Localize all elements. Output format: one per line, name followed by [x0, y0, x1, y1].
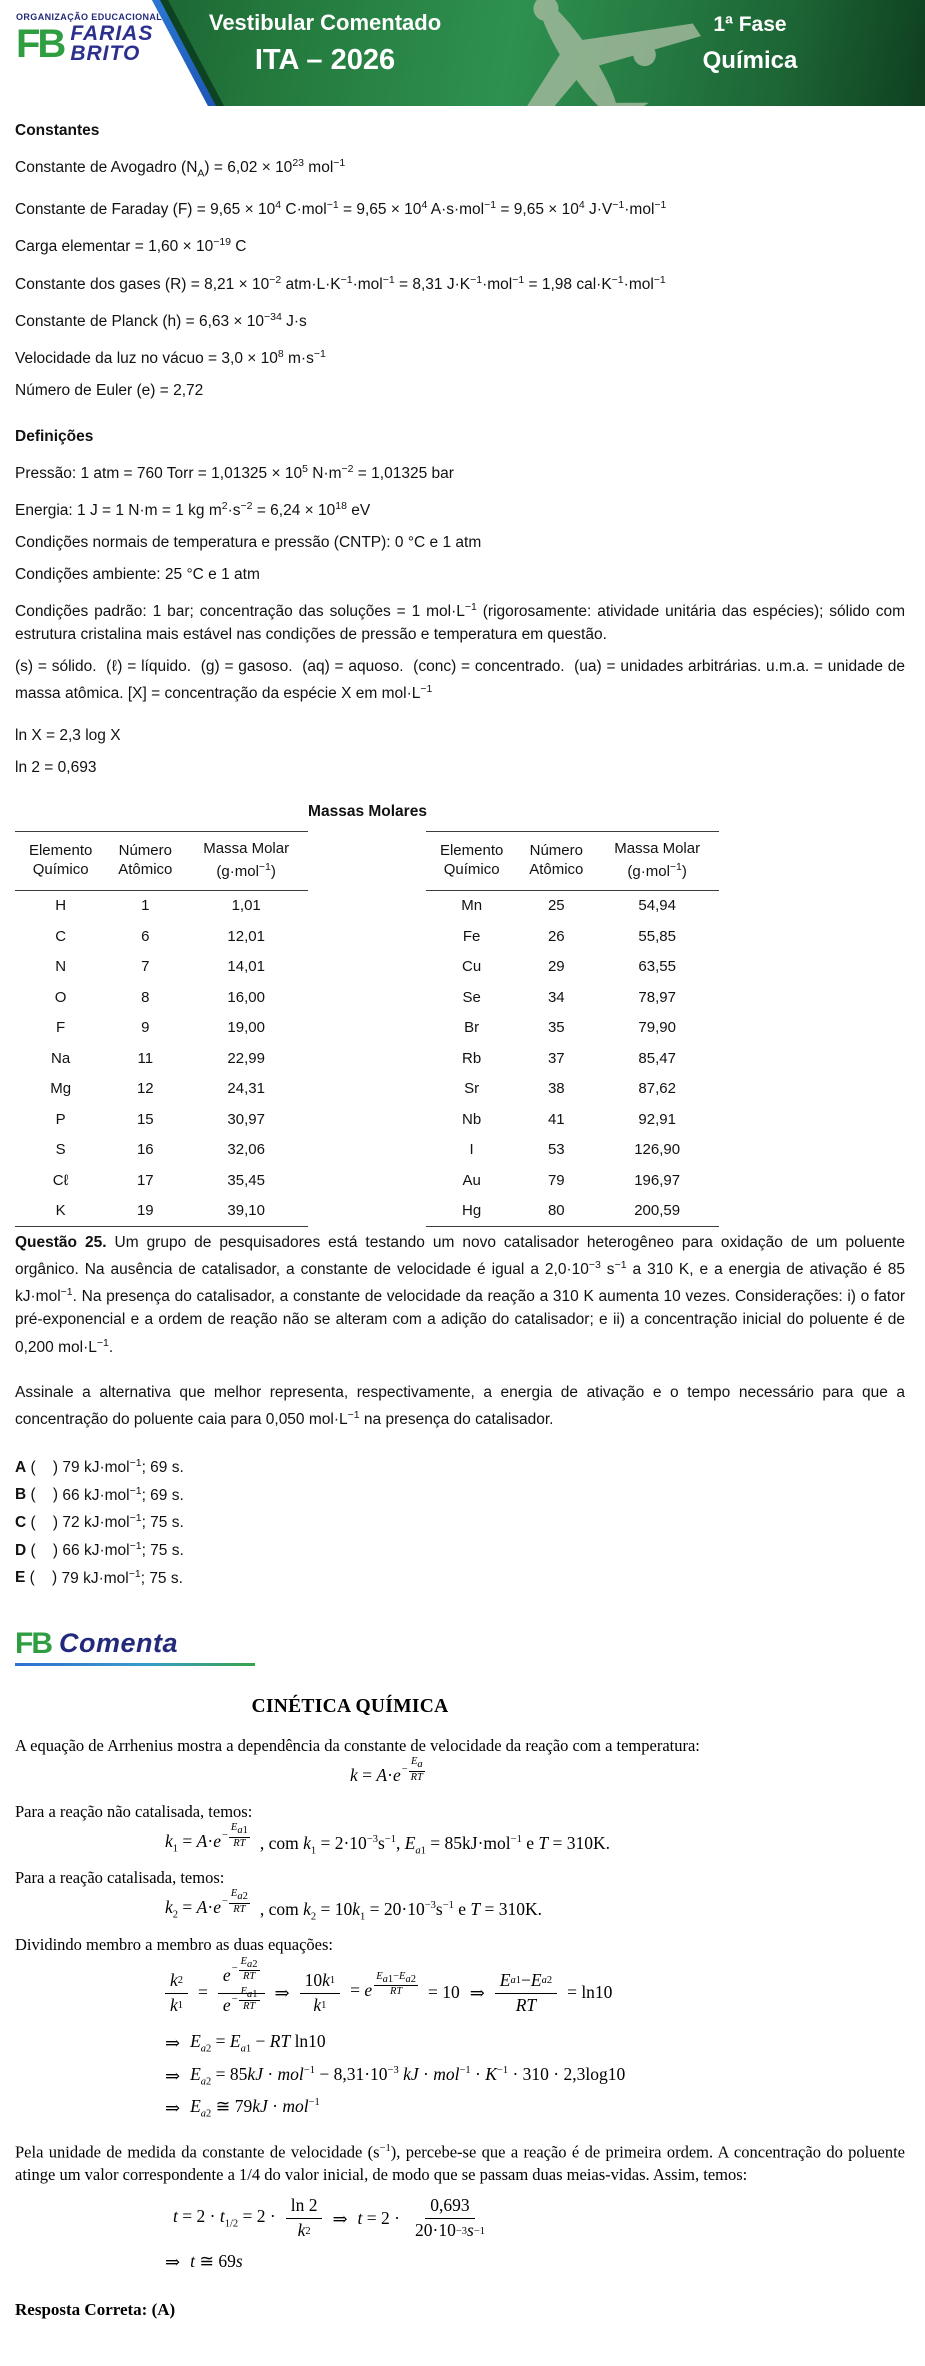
definition-line: Condições normais de temperatura e pressão (CNTP): 0 °C e 1 atm	[15, 534, 482, 552]
table-row	[426, 1135, 719, 1166]
question-paragraph	[15, 1231, 905, 1358]
molar-mass-cell: 196,97	[634, 1171, 681, 1189]
brand-line2: BRITO	[70, 41, 141, 65]
molar-mass-cell: 79,90	[638, 1019, 676, 1037]
constants-list	[15, 152, 905, 402]
molar-mass-cell: 39,10	[227, 1202, 265, 1220]
brand-line1: FARIAS	[70, 22, 154, 45]
element-cell: Hg	[462, 1202, 482, 1220]
table-row	[15, 952, 308, 983]
option-letter: A	[15, 1458, 27, 1476]
log-line: ln X = 2,3 log X	[15, 726, 121, 744]
org-label: ORGANIZAÇÃO EDUCACIONAL	[16, 12, 163, 22]
molar-table-title: Massas Molares	[308, 802, 427, 820]
atomic-number-cell: 12	[136, 1080, 154, 1098]
atomic-number-cell: 53	[547, 1141, 565, 1159]
molar-mass-cell: 30,97	[227, 1110, 265, 1128]
element-cell: Fe	[462, 927, 481, 945]
table-row	[15, 1135, 308, 1166]
table-row	[426, 1196, 719, 1227]
constant-line: Constante de Avogadro $(N_A) = 6,02 \times 10^{23}$ mol$^{-1}$	[15, 157, 346, 180]
equation-step2: ⇒ $E_{a2} = 85kJ \cdot mol^{-1} - 8,31\cdot 10^{-3}$ kJ · $mol^{-1} \cdot K^{-1} \cdot 310 \cdot 2,3\log 10$	[165, 2063, 626, 2088]
element-cell: H	[55, 897, 67, 915]
brand-name	[70, 24, 153, 64]
equation-time: $t = 2 \cdot t_{1/2} = 2$ · ln 2 k 2 ⇒ t = 2 · 0,693 20·10 −3 s −1	[173, 2194, 925, 2243]
atomic-number-cell: 79	[547, 1171, 565, 1189]
element-cell: Sr	[464, 1080, 480, 1098]
molar-mass-cell: 1,01	[231, 897, 261, 915]
table-header-cell: Número Atômico	[106, 831, 184, 890]
molar-mass-cell: 63,55	[638, 958, 676, 976]
option-row	[15, 1507, 905, 1535]
atomic-number-cell: 25	[547, 897, 565, 915]
molar-mass-cell: 12,01	[227, 927, 265, 945]
table-row	[426, 952, 719, 983]
table-row	[426, 921, 719, 952]
numerator: k 2	[165, 1969, 188, 1994]
constant-line: Número de Euler (e) = 2,72	[15, 382, 204, 400]
atomic-number-cell: 37	[547, 1049, 565, 1067]
table-header-cell: Elemento Químico	[426, 831, 517, 890]
atomic-number-cell: 41	[547, 1110, 565, 1128]
fraction	[165, 1969, 188, 2018]
element-cell: Cu	[462, 958, 482, 976]
equation-step1: ⇒ $E_{a2} = E_{a1}$ − RT ln10	[165, 2031, 326, 2055]
molar-mass-cell: 87,62	[638, 1080, 676, 1098]
implies-arrow: ⇒	[165, 2098, 181, 2119]
implies-arrow: ⇒	[165, 2065, 181, 2086]
element-cell: K	[55, 1202, 66, 1220]
molar-mass-cell: 85,47	[638, 1049, 676, 1067]
implies-arrow: ⇒	[165, 2033, 181, 2054]
comenta-logo	[15, 1628, 925, 1666]
option-box: ( )	[30, 1541, 59, 1559]
constant-line: Velocidade da luz no vácuo = $3,0 \times 10^8$ $m\cdot s^{-1}$	[15, 347, 326, 368]
constants-heading: Constantes	[15, 122, 100, 139]
option-letter: B	[15, 1486, 27, 1504]
molar-table-right	[426, 831, 719, 1228]
subject-label: Química	[702, 47, 798, 74]
atomic-number-cell: 80	[547, 1202, 565, 1220]
element-cell: Na	[51, 1049, 71, 1067]
option-text: 72 kJ·mol$^{-1}$; 75 s.	[62, 1512, 184, 1532]
comenta-underline	[15, 1663, 255, 1666]
molar-mass-cell: 14,01	[227, 958, 265, 976]
atomic-number-cell: 8	[141, 988, 150, 1006]
solution-intro: A equação de Arrhenius mostra a dependência da constante de velocidade da reação com a temperatura:	[15, 1736, 700, 1756]
header-right	[655, 13, 845, 75]
element-cell: P	[55, 1110, 66, 1128]
atomic-number-cell: 34	[547, 988, 565, 1006]
atomic-number-cell: 29	[547, 958, 565, 976]
header-title	[150, 10, 500, 77]
catalyzed-label: Para a reação catalisada, temos:	[15, 1868, 225, 1888]
fraction: E a1 − E a2 RT	[495, 1969, 557, 2018]
equation-k1: $k_1 = A\cdot e$ − $\frac{E_{a1}}{RT}$ , com $k_1 = 2\cdot 10^{-3}s^{-1}$, $E_{a1} = 85kJ\cdot mol^{-1}$ e T = 310K.	[165, 1822, 610, 1857]
constant-line: Carga elementar = $1,60 \times 10^{-19}$ C	[15, 236, 247, 256]
table-row	[15, 921, 308, 952]
element-cell: I	[469, 1141, 474, 1159]
equation-ratio: k 2 k 1 = e − $\frac{E_{a2}}{RT}$ e − $\frac{E_{a1}}{RT}$ ⇒ 10 k 1 k 1 = e $E_{a1}-E_{a2}$ RT = 10 ⇒ E a1 − E a2 RT = ln10	[165, 1964, 925, 2023]
molar-mass-cell: 35,45	[227, 1171, 265, 1189]
table-row	[426, 1165, 719, 1196]
option-letter: D	[15, 1541, 27, 1559]
implies-arrow: ⇒	[274, 1983, 290, 2004]
molar-mass-cell: 19,00	[227, 1019, 265, 1037]
fb-logo-icon: FB	[15, 1626, 51, 1660]
options-list	[15, 1452, 905, 1590]
molar-table-section	[15, 803, 720, 1228]
fraction: 10 k 1 k 1	[300, 1969, 341, 2018]
table-header-cell: Elemento Químico	[15, 831, 106, 890]
atomic-number-cell: 19	[136, 1202, 154, 1220]
element-cell: Nb	[462, 1110, 482, 1128]
table-row	[426, 1104, 719, 1135]
atomic-number-cell: 11	[137, 1049, 154, 1067]
molar-mass-cell: 54,94	[638, 897, 676, 915]
table-header-cell: Número Atômico	[517, 831, 595, 890]
phase-label: 1ª Fase	[713, 13, 787, 36]
element-cell: Cℓ	[52, 1171, 69, 1189]
molar-mass-cell: 24,31	[227, 1080, 265, 1098]
numerator: $E_{a1}$	[230, 1822, 248, 1837]
element-cell: Rb	[462, 1049, 482, 1067]
implies-arrow: ⇒	[469, 1983, 485, 2004]
option-row	[15, 1562, 905, 1590]
option-box: ( )	[29, 1569, 58, 1587]
definitions-list	[15, 458, 905, 705]
atomic-number-cell: 1	[141, 897, 150, 915]
table-header-cell: Massa Molar (g·mol$^{-1}$)	[184, 831, 308, 890]
table-row	[15, 1074, 308, 1105]
uncatalyzed-label: Para a reação não catalisada, temos:	[15, 1802, 253, 1822]
table-row	[15, 890, 308, 921]
constant-line: Constante dos gases $(R) = 8,21 \times 10^{-2}$ $atm\cdot L\cdot K^{-1}\cdot mol^{-1} = 8,31$ $J\cdot K^{-1}\cdot mol^{-1} = 1,98$ $cal\cdot K^{-1}\cdot mol^{-1}$	[15, 273, 666, 293]
equation-step3: ⇒ $E_{a2}$ ≅ 79kJ · mol$^{-1}$	[165, 2096, 320, 2120]
question-prompt: Assinale a alternativa que melhor representa, respectivamente, a energia de ativação e o tempo necessário para que a concentração do poluente caia para 0,050 $mol\cdot L^{-1}$ na presença do catalisador.	[15, 1383, 905, 1428]
molar-mass-cell: 200,59	[634, 1202, 681, 1220]
element-cell: Mn	[461, 897, 483, 915]
numerator: $E_{a2}$	[230, 1888, 248, 1903]
table-header-cell: Massa Molar (g·mol$^{-1}$)	[595, 831, 719, 890]
molar-table-left	[15, 831, 308, 1228]
option-letter: C	[15, 1514, 27, 1532]
question-label: Questão 25.	[15, 1234, 107, 1252]
table-row	[426, 1013, 719, 1044]
element-cell: Se	[462, 988, 481, 1006]
option-box: ( )	[30, 1514, 59, 1532]
fb-logo-icon: FB	[16, 21, 64, 66]
fraction: 0,693 20·10 −3 s −1	[415, 2195, 485, 2241]
option-letter: E	[15, 1569, 26, 1587]
option-row	[15, 1535, 905, 1563]
solution-title: CINÉTICA QUÍMICA	[251, 1696, 449, 1718]
denominator: RT	[233, 1904, 246, 1916]
atomic-number-cell: 35	[547, 1019, 565, 1037]
table-row	[426, 982, 719, 1013]
log-line: ln 2 = 0,693	[15, 758, 97, 776]
log-identities	[15, 725, 905, 779]
option-text: 79 kJ·mol$^{-1}$; 69 s.	[62, 1456, 184, 1476]
molar-mass-cell: 32,06	[227, 1141, 265, 1159]
table-row	[15, 1104, 308, 1135]
implies-arrow: ⇒	[165, 2252, 181, 2273]
answer-label: Resposta Correta: (A)	[15, 2299, 176, 2319]
denominator: RT	[233, 1837, 246, 1849]
atomic-number-cell: 16	[136, 1141, 154, 1159]
atomic-number-cell: 9	[141, 1019, 150, 1037]
page-header	[0, 0, 925, 106]
constant-line: Constante de Faraday $(F) = 9,65 \times 10^4$ $C\cdot mol^{-1} = 9,65 \times 10^4$ $A\cdot s\cdot mol^{-1} = 9,65 \times 10^4$ $J\cdot V^{-1}\cdot mol^{-1}$	[15, 199, 667, 219]
element-cell: S	[55, 1141, 66, 1159]
definition-line: Pressão: 1 atm = 760 Torr = $1,01325 \times 10^5$ $N\cdot m^{-2} = 1,01325$ bar	[15, 463, 454, 483]
molar-mass-cell: 78,97	[638, 988, 676, 1006]
table-row	[15, 982, 308, 1013]
denominator: k 1	[170, 1994, 184, 2015]
constant-line: Constante de Planck $(h) = 6,63 \times 10^{-34}$ J·s	[15, 310, 307, 330]
definitions-heading: Definições	[15, 428, 94, 446]
atomic-number-cell: 38	[547, 1080, 565, 1098]
option-text: 66 kJ·mol$^{-1}$; 75 s.	[62, 1539, 184, 1559]
option-box: ( )	[30, 1458, 59, 1476]
molar-mass-cell: 16,00	[227, 988, 265, 1006]
molar-mass-cell: 22,99	[227, 1049, 265, 1067]
constants-section	[15, 122, 905, 402]
fraction: e − $\frac{E_{a2}}{RT}$ e − $\frac{E_{a1}}{RT}$	[218, 1964, 265, 2023]
element-cell: Br	[464, 1019, 480, 1037]
comenta-wordmark: Comenta	[59, 1628, 179, 1659]
definition-line: Condições ambiente: 25 °C e 1 atm	[15, 566, 260, 584]
header-title-line2: ITA – 2026	[254, 44, 396, 76]
table-row	[15, 1165, 308, 1196]
element-cell: Au	[462, 1171, 481, 1189]
table-row	[15, 1196, 308, 1227]
atomic-number-cell: 15	[136, 1110, 154, 1128]
equation-time-result: ⇒ t ≅ 69s	[165, 2251, 243, 2273]
table-row	[426, 1043, 719, 1074]
atomic-number-cell: 6	[141, 927, 150, 945]
numerator: $E_a$	[409, 1756, 425, 1772]
option-text: 79 kJ·mol$^{-1}$; 75 s.	[61, 1567, 183, 1587]
atomic-number-cell: 7	[141, 958, 150, 976]
table-row	[15, 1043, 308, 1074]
element-cell: N	[55, 958, 67, 976]
definition-line: Energia: 1 J = 1 N·m = 1 kg $m^2\cdot s^{-2} = 6,24 \times 10^{18}$ eV	[15, 500, 371, 520]
molar-mass-cell: 92,91	[638, 1110, 676, 1128]
option-row	[15, 1452, 905, 1480]
question-text: Um grupo de pesquisadores está testando um novo catalisador heterogêneo para oxidação de um poluente orgânico. Na ausência de catalisador, a constante de velocidade é igual a $2,0\cdot 10^{-3}$ $s^{-1}$ a 310 K, e a energia de ativação é 85 kJ·mol$^{-1}$. Na presença do catalisador, a constante de velocidade da reação a 310 K aumenta 10 vezes. Considerações: i) o fator pré-exponencial e a ordem de reação não se alteram com a adição do catalisador; e ii) a concentração inicial do poluente é de 0,200 $mol\cdot L^{-1}$.	[15, 1234, 905, 1356]
table-row	[15, 1013, 308, 1044]
solution-section	[0, 1696, 925, 2320]
atomic-number-cell: 26	[547, 927, 565, 945]
definition-line: Condições padrão: 1 bar; concentração das soluções = 1 $mol\cdot L^{-1}$ (rigorosamente: atividade unitária das espécies); sólido com estrutura cristalina mais estável nas condições de pressão e temperatura em questão.	[15, 601, 905, 643]
definition-line: (s) = sólido. (ℓ) = líquido. (g) = gasoso. (aq) = aquoso. (conc) = concentrado. (ua) = unidades arbitrárias. u.m.a. = unidade de massa atômica. [X] = concentração da espécie X em $mol\cdot L^{-1}$	[15, 657, 905, 702]
question-section	[15, 1231, 905, 1590]
option-row	[15, 1479, 905, 1507]
element-cell: O	[54, 988, 67, 1006]
order-paragraph: Pela unidade de medida da constante de velocidade $(s^{-1})$, percebe-se que a reação é de primeira ordem. A concentração do poluente atinge um valor correspondente a 1/4 do valor inicial, de modo que se passam duas meias-vidas. Assim, temos:	[15, 2142, 906, 2185]
option-text: 66 kJ·mol$^{-1}$; 69 s.	[62, 1484, 184, 1504]
divide-label: Dividindo membro a membro as duas equações:	[15, 1934, 334, 1954]
definitions-section	[15, 428, 905, 779]
table-row	[426, 1074, 719, 1105]
element-cell: C	[55, 927, 67, 945]
table-row	[426, 890, 719, 921]
atomic-number-cell: 17	[136, 1171, 154, 1189]
molar-mass-cell: 55,85	[638, 927, 676, 945]
equation-arrhenius: k = A·e − $\frac{E_a}{RT}$	[350, 1756, 423, 1786]
option-box: ( )	[30, 1486, 59, 1504]
element-cell: Mg	[50, 1080, 72, 1098]
element-cell: F	[56, 1019, 66, 1037]
implies-arrow: ⇒	[332, 2208, 348, 2229]
denominator: RT	[410, 1771, 423, 1783]
header-title-line1: Vestibular Comentado	[208, 10, 442, 35]
equation-k2: $k_2 = A\cdot e$ − $\frac{E_{a2}}{RT}$ , com $k_2 = 10k_1 = 20\cdot 10^{-3}s^{-1}$ e T = 310K.	[165, 1888, 543, 1923]
fraction: ln 2 k 2	[286, 2194, 323, 2243]
molar-mass-cell: 126,90	[634, 1141, 681, 1159]
